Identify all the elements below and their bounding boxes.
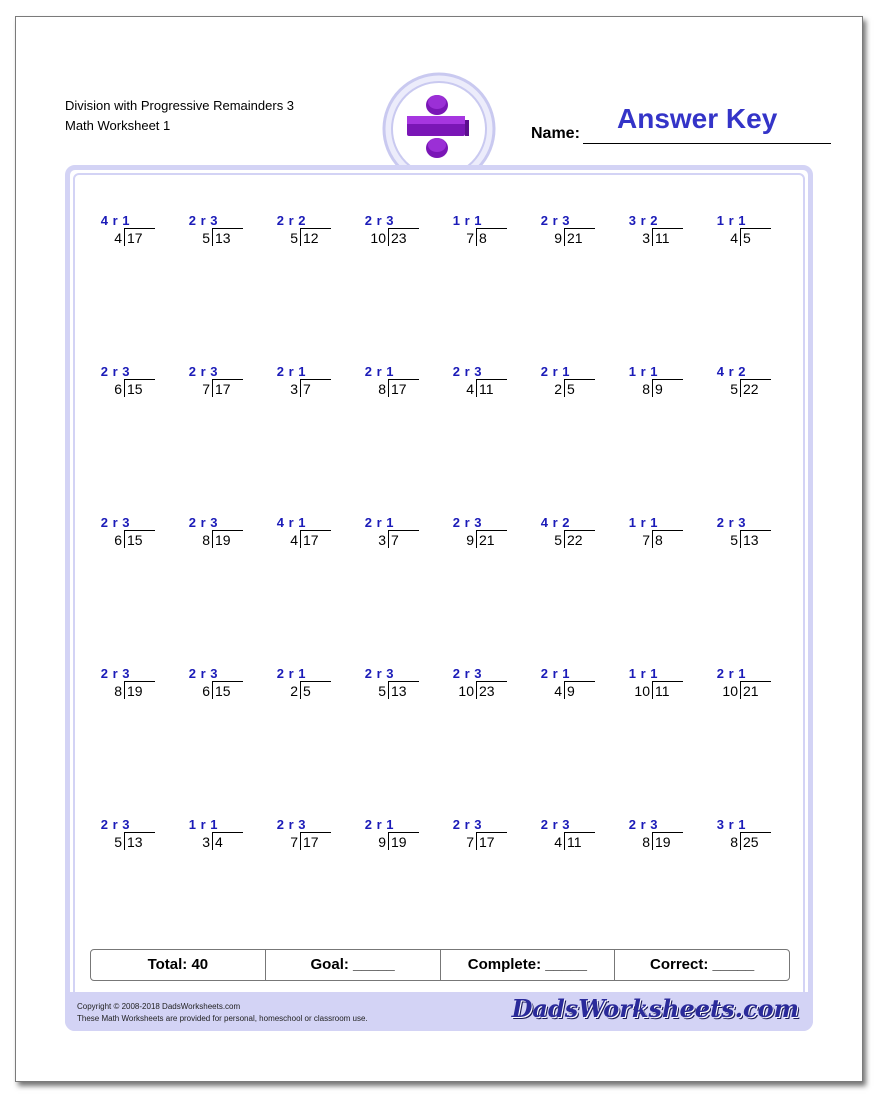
- goal-cell: Goal: _____: [266, 950, 441, 980]
- problem-divisor: 8: [730, 834, 738, 850]
- problem-dividend: 13: [391, 683, 407, 699]
- problem-dividend: 5: [567, 381, 575, 397]
- problem-divisor: 5: [114, 834, 122, 850]
- problem-divisor: 3: [642, 230, 650, 246]
- division-problem: [526, 817, 606, 857]
- problem-dividend: 22: [743, 381, 759, 397]
- division-problem: [174, 666, 254, 706]
- problem-divisor: 2: [290, 683, 298, 699]
- problem-divisor: 4: [290, 532, 298, 548]
- problem-answer: 2 r 3: [100, 515, 130, 530]
- problem-dividend: 4: [215, 834, 223, 850]
- problem-divisor: 8: [642, 381, 650, 397]
- problem-answer: 2 r 1: [716, 666, 746, 681]
- problem-dividend: 17: [127, 230, 143, 246]
- problem-dividend: 21: [479, 532, 495, 548]
- division-problem: [438, 213, 518, 253]
- problem-divisor: 4: [730, 230, 738, 246]
- problem-divisor: 9: [554, 230, 562, 246]
- problem-dividend: 15: [127, 381, 143, 397]
- problem-answer: 2 r 2: [276, 213, 306, 228]
- problem-divisor: 7: [466, 230, 474, 246]
- division-problem: [262, 666, 342, 706]
- problem-answer: 4 r 1: [100, 213, 130, 228]
- problem-answer: 4 r 2: [716, 364, 746, 379]
- problem-divisor: 2: [554, 381, 562, 397]
- problem-answer: 2 r 3: [540, 817, 570, 832]
- division-problem: [86, 364, 166, 404]
- problem-answer: 2 r 1: [364, 515, 394, 530]
- problem-dividend: 17: [303, 532, 319, 548]
- division-problem: [350, 515, 430, 555]
- problem-divisor: 8: [378, 381, 386, 397]
- problem-answer: 2 r 3: [540, 213, 570, 228]
- division-problem: [262, 817, 342, 857]
- problem-divisor: 8: [114, 683, 122, 699]
- problem-divisor: 5: [202, 230, 210, 246]
- problem-dividend: 8: [655, 532, 663, 548]
- division-problem: [438, 817, 518, 857]
- problem-dividend: 5: [743, 230, 751, 246]
- problem-divisor: 4: [114, 230, 122, 246]
- problem-dividend: 11: [567, 834, 582, 850]
- problem-divisor: 6: [202, 683, 210, 699]
- complete-cell: Complete: _____: [441, 950, 616, 980]
- division-problem: [438, 666, 518, 706]
- problem-answer: 2 r 1: [540, 666, 570, 681]
- problem-answer: 4 r 2: [540, 515, 570, 530]
- division-problem: [702, 666, 782, 706]
- problem-divisor: 5: [290, 230, 298, 246]
- problem-divisor: 9: [466, 532, 474, 548]
- score-bar: [90, 949, 790, 981]
- division-problem: [174, 515, 254, 555]
- brand-logo[interactable]: DadsWorksheets.com: [511, 994, 799, 1023]
- problem-answer: 2 r 1: [364, 364, 394, 379]
- division-problem: [438, 515, 518, 555]
- problem-answer: 2 r 3: [188, 364, 218, 379]
- problem-dividend: 9: [567, 683, 575, 699]
- problem-answer: 2 r 3: [188, 213, 218, 228]
- division-problem: [526, 364, 606, 404]
- problem-answer: 2 r 1: [540, 364, 570, 379]
- total-cell: Total: 40: [91, 950, 266, 980]
- problems-grid: [16, 17, 864, 917]
- problem-dividend: 25: [743, 834, 759, 850]
- division-problem: [526, 515, 606, 555]
- division-problem: [174, 817, 254, 857]
- problem-answer: 2 r 3: [100, 817, 130, 832]
- division-problem: [526, 666, 606, 706]
- problem-answer: 2 r 3: [364, 666, 394, 681]
- problem-dividend: 19: [391, 834, 407, 850]
- division-problem: [86, 666, 166, 706]
- problem-dividend: 19: [127, 683, 143, 699]
- problem-dividend: 15: [127, 532, 143, 548]
- division-problem: [86, 515, 166, 555]
- problem-answer: 1 r 1: [188, 817, 218, 832]
- problem-divisor: 9: [378, 834, 386, 850]
- problem-dividend: 21: [743, 683, 759, 699]
- problem-answer: 2 r 3: [188, 666, 218, 681]
- problem-answer: 2 r 3: [452, 666, 482, 681]
- problem-dividend: 8: [479, 230, 487, 246]
- division-problem: [702, 515, 782, 555]
- problem-answer: 2 r 3: [100, 666, 130, 681]
- worksheet-page: [15, 16, 863, 1082]
- problem-dividend: 19: [215, 532, 231, 548]
- problem-answer: 2 r 3: [452, 817, 482, 832]
- problem-divisor: 3: [378, 532, 386, 548]
- problem-dividend: 5: [303, 683, 311, 699]
- problem-dividend: 19: [655, 834, 671, 850]
- division-problem: [526, 213, 606, 253]
- problem-dividend: 9: [655, 381, 663, 397]
- division-problem: [350, 817, 430, 857]
- problem-divisor: 10: [634, 683, 650, 699]
- division-problem: [350, 213, 430, 253]
- problem-answer: 2 r 1: [276, 364, 306, 379]
- division-problem: [174, 213, 254, 253]
- division-problem: [438, 364, 518, 404]
- division-problem: [702, 364, 782, 404]
- problem-divisor: 3: [290, 381, 298, 397]
- problem-divisor: 10: [458, 683, 474, 699]
- problem-answer: 4 r 1: [276, 515, 306, 530]
- problem-dividend: 17: [215, 381, 231, 397]
- division-problem: [614, 515, 694, 555]
- problem-dividend: 17: [391, 381, 407, 397]
- problem-dividend: 23: [391, 230, 407, 246]
- division-problem: [86, 213, 166, 253]
- problem-answer: 2 r 3: [100, 364, 130, 379]
- problem-answer: 1 r 1: [628, 364, 658, 379]
- problem-dividend: 21: [567, 230, 583, 246]
- problem-answer: 1 r 1: [628, 666, 658, 681]
- name-label: Name:: [531, 125, 580, 142]
- problem-dividend: 17: [303, 834, 319, 850]
- problem-answer: 1 r 1: [628, 515, 658, 530]
- division-problem: [262, 364, 342, 404]
- problem-dividend: 11: [655, 230, 670, 246]
- division-problem: [350, 364, 430, 404]
- copyright-text: [77, 1001, 368, 1025]
- problem-divisor: 10: [370, 230, 386, 246]
- problem-divisor: 5: [378, 683, 386, 699]
- problem-dividend: 17: [479, 834, 495, 850]
- division-problem: [702, 817, 782, 857]
- copyright-line-2: These Math Worksheets are provided for personal, homeschool or classroom use.: [77, 1014, 368, 1023]
- problem-dividend: 13: [743, 532, 759, 548]
- problem-answer: 2 r 1: [364, 817, 394, 832]
- division-problem: [86, 817, 166, 857]
- problem-divisor: 7: [466, 834, 474, 850]
- problem-dividend: 15: [215, 683, 231, 699]
- problem-divisor: 7: [202, 381, 210, 397]
- problem-answer: 1 r 1: [452, 213, 482, 228]
- problem-divisor: 5: [730, 532, 738, 548]
- problem-dividend: 7: [303, 381, 311, 397]
- problem-answer: 1 r 1: [716, 213, 746, 228]
- division-problem: [614, 817, 694, 857]
- problem-divisor: 4: [554, 834, 562, 850]
- answer-key-text: Answer Key: [617, 103, 778, 134]
- division-problem: [262, 515, 342, 555]
- problem-answer: 2 r 3: [452, 364, 482, 379]
- problem-answer: 2 r 3: [452, 515, 482, 530]
- division-problem: [702, 213, 782, 253]
- copyright-strip: [65, 992, 813, 1031]
- problem-dividend: 13: [127, 834, 143, 850]
- title-line-1: Division with Progressive Remainders 3: [65, 98, 295, 113]
- problem-dividend: 12: [303, 230, 319, 246]
- problem-dividend: 22: [567, 532, 583, 548]
- division-problem: [262, 213, 342, 253]
- problem-divisor: 3: [202, 834, 210, 850]
- problem-divisor: 6: [114, 381, 122, 397]
- problem-divisor: 5: [730, 381, 738, 397]
- problem-divisor: 10: [722, 683, 738, 699]
- copyright-line-1: Copyright © 2008-2018 DadsWorksheets.com: [77, 1002, 241, 1011]
- problem-dividend: 11: [655, 683, 670, 699]
- problem-divisor: 5: [554, 532, 562, 548]
- problem-divisor: 6: [114, 532, 122, 548]
- problem-divisor: 4: [466, 381, 474, 397]
- problem-divisor: 8: [642, 834, 650, 850]
- division-problem: [614, 666, 694, 706]
- division-problem: [174, 364, 254, 404]
- problem-dividend: 23: [479, 683, 495, 699]
- problem-answer: 2 r 3: [364, 213, 394, 228]
- division-problem: [350, 666, 430, 706]
- problem-answer: 2 r 3: [716, 515, 746, 530]
- problem-answer: 2 r 3: [276, 817, 306, 832]
- problem-answer: 3 r 2: [628, 213, 658, 228]
- correct-cell: Correct: _____: [650, 956, 755, 973]
- problem-answer: 2 r 3: [628, 817, 658, 832]
- problem-dividend: 7: [391, 532, 399, 548]
- problem-divisor: 4: [554, 683, 562, 699]
- division-problem: [614, 364, 694, 404]
- problem-dividend: 11: [479, 381, 494, 397]
- problem-divisor: 7: [642, 532, 650, 548]
- problem-answer: 2 r 3: [188, 515, 218, 530]
- problem-answer: 2 r 1: [276, 666, 306, 681]
- problem-divisor: 8: [202, 532, 210, 548]
- title-line-2: Math Worksheet 1: [65, 118, 171, 133]
- division-problem: [614, 213, 694, 253]
- problem-answer: 3 r 1: [716, 817, 746, 832]
- problem-dividend: 13: [215, 230, 231, 246]
- problem-divisor: 7: [290, 834, 298, 850]
